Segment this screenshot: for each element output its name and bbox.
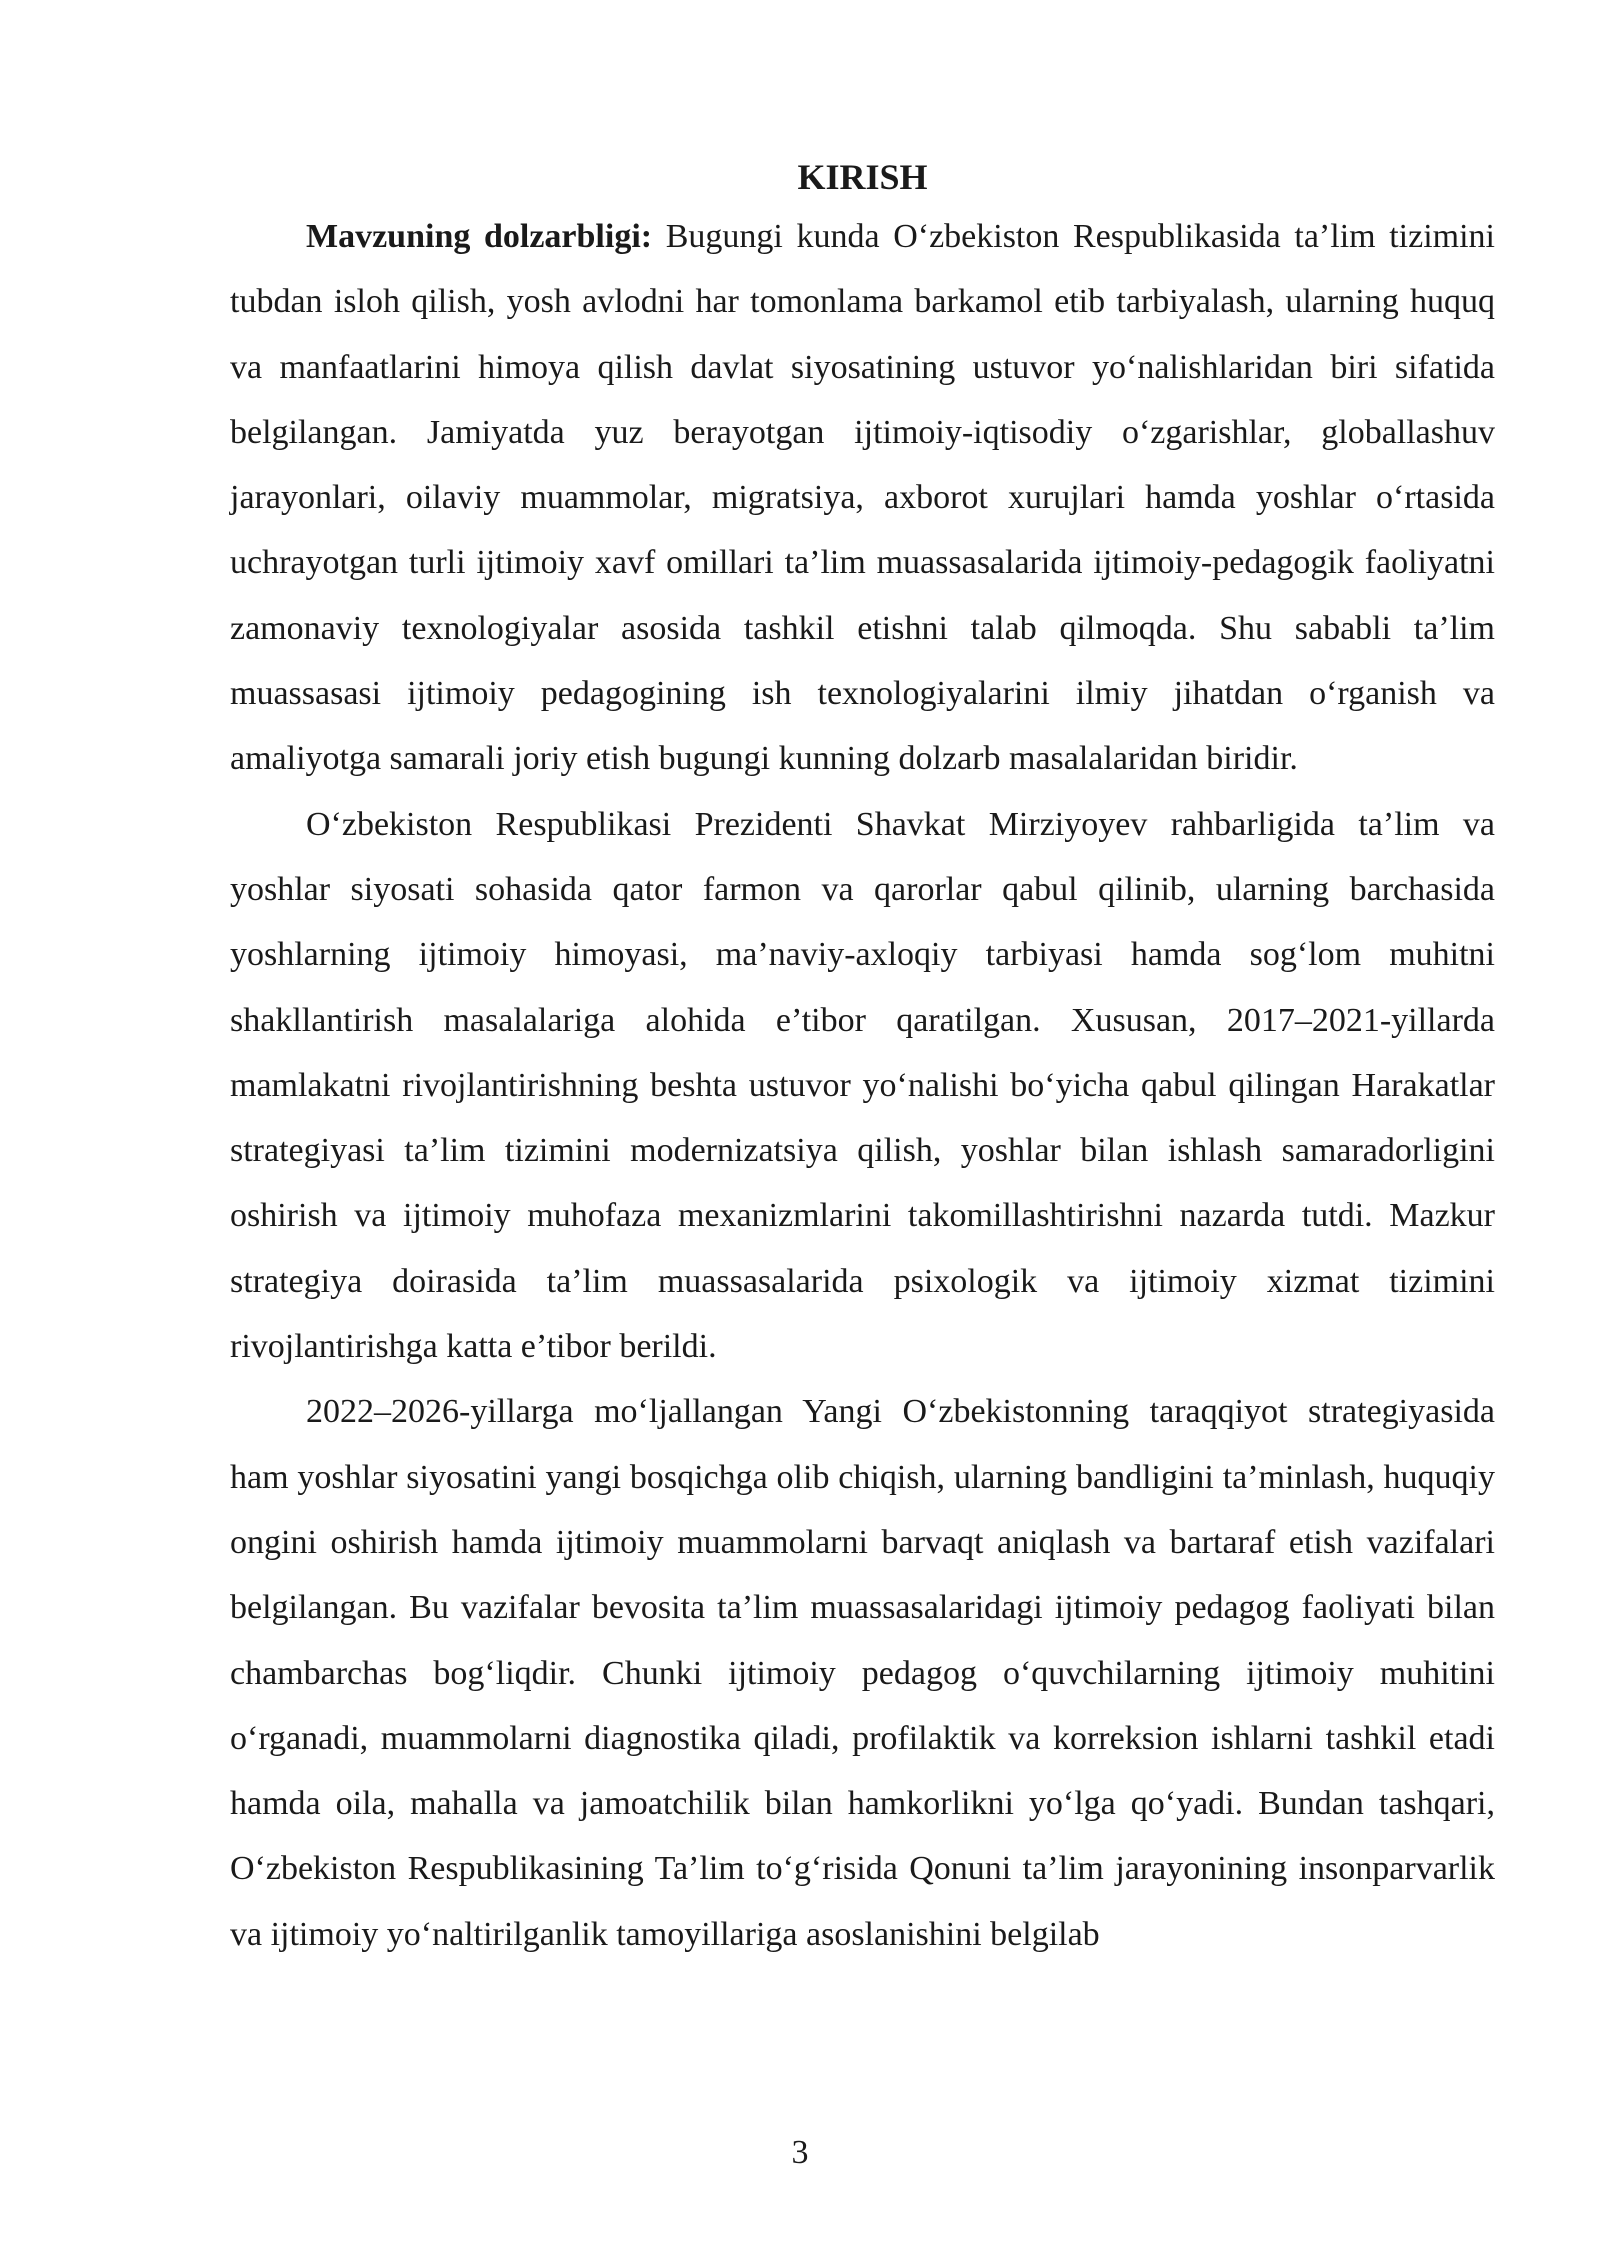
document-body (230, 150, 1495, 1967)
paragraph-lead-label: Mavzuning dolzarbligi: (306, 218, 653, 255)
paragraph-text: Bugungi kunda O‘zbekiston Respublikasida ta’lim tizimini tubdan isloh qilish, yosh avlodni har tomonlama barkamol etib tarbiyalash, ularning huquq va manfaatlarini himoya qilish davlat siyosatining ustuvor yo‘nalishlaridan biri sifatida belgilangan. Jamiyatda yuz berayotgan ijtimoiy-iqtisodiy o‘zgarishlar, globallashuv jarayonlari, oilaviy muammolar, migratsiya, axborot xurujlari hamda yoshlar o‘rtasida uchrayotgan turli ijtimoiy xavf omillari ta’lim muassasalarida ijtimoiy-pedagogik faoliyatni zamonaviy texnologiyalar asosida tashkil etishni talab qilmoqda. Shu sababli ta’lim muassasasi ijtimoiy pedagogining ish texnologiyalarini ilmiy jihatdan o‘rganish va amaliyotga samarali joriy etish bugungi kunning dolzarb masalalaridan biridir. (230, 218, 1495, 778)
paragraph-relevance (230, 204, 1495, 792)
paragraph-presidential-decrees: O‘zbekiston Respublikasi Prezidenti Shavkat Mirziyoyev rahbarligida ta’lim va yoshlar siyosati sohasida qator farmon va qarorlar qabul qilinib, ularning barchasida yoshlarning ijtimoiy himoyasi, ma’naviy-axloqiy tarbiyasi hamda sog‘lom muhitni shakllantirish masalalariga alohida e’tibor qaratilgan. Xususan, 2017–2021-yillarda mamlakatni rivojlantirishning beshta ustuvor yo‘nalishi bo‘yicha qabul qilingan Harakatlar strategiyasi ta’lim tizimini modernizatsiya qilish, yoshlar bilan ishlash samaradorligini oshirish va ijtimoiy muhofaza mexanizmlarini takomillashtirishni nazarda tutdi. Mazkur strategiya doirasida ta’lim muassasalarida psixologik va ijtimoiy xizmat tizimini rivojlantirishga katta e’tibor berildi. (230, 805, 1495, 1366)
page-number: 3 (791, 2134, 809, 2171)
section-heading: KIRISH (797, 157, 928, 197)
paragraph-development-strategy: 2022–2026-yillarga mo‘ljallangan Yangi O‘zbekistonning taraqqiyot strategiyasida ham yoshlar siyosatini yangi bosqichga olib chiqish, ularning bandligini ta’minlash, huquqiy ongini oshirish hamda ijtimoiy muammolarni barvaqt aniqlash va bartaraf etish vazifalari belgilangan. Bu vazifalar bevosita ta’lim muassasalaridagi ijtimoiy pedagog faoliyati bilan chambarchas bog‘liqdir. Chunki ijtimoiy pedagog o‘quvchilarning ijtimoiy muhitini o‘rganadi, muammolarni diagnostika qiladi, profilaktik va korreksion ishlarni tashkil etadi hamda oila, mahalla va jamoatchilik bilan hamkorlikni yo‘lga qo‘yadi. Bundan tashqari, O‘zbekiston Respublikasining Ta’lim to‘g‘risida Qonuni ta’lim jarayonining insonparvarlik va ijtimoiy yo‘naltirilganlik tamoyillariga asoslanishini belgilab (230, 1393, 1495, 1953)
